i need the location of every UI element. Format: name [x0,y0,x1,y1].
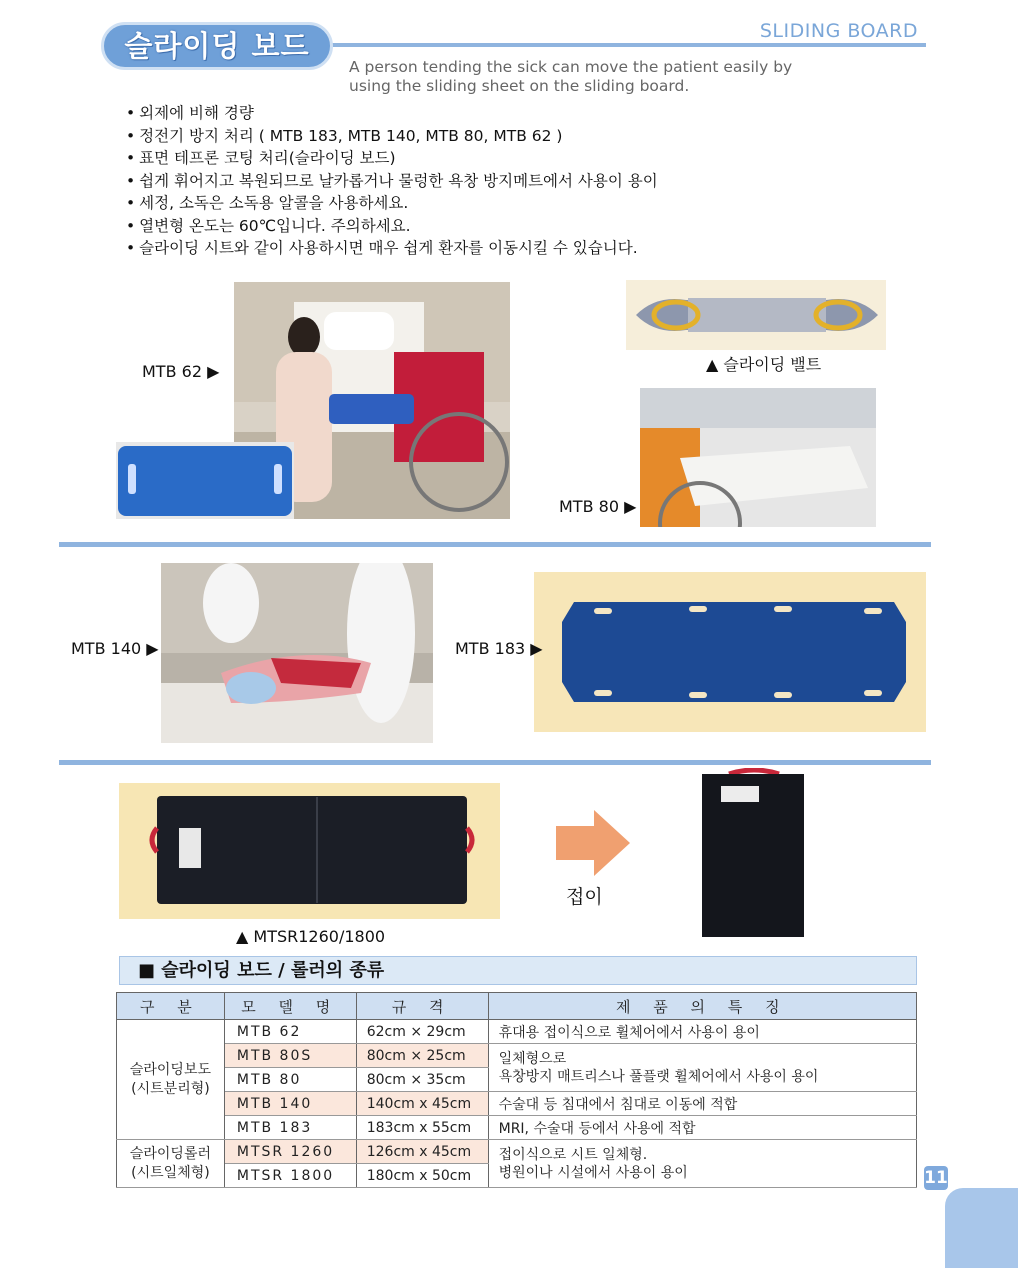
feature-line: 욕창방지 매트리스나 풀플랫 휠체어에서 사용이 용이 [498,1068,819,1085]
category-sub: (시트일체형) [131,1164,210,1181]
types-title: ■ 슬라이딩 보드 / 롤러의 종류 [138,960,385,981]
feature-list [126,102,658,260]
sliding-belt-photo [626,280,886,350]
mtsr-unfolded-photo [119,783,500,919]
model-cell: MTB 80S [224,1044,356,1068]
model-cell: MTSR 1260 [224,1140,356,1164]
feature-item: • 슬라이딩 시트와 같이 사용하시면 매우 쉽게 환자를 이동시킬 수 있습니다. [126,237,658,260]
size-cell: 183cm x 55cm [356,1116,488,1140]
mtsr-folded-photo [699,768,807,940]
model-cell: MTB 183 [224,1116,356,1140]
category-cell [117,1020,225,1140]
page-title: 슬라이딩 보드 [124,29,310,63]
arrow-right-icon [556,810,630,876]
size-cell: 180cm x 50cm [356,1164,488,1188]
size-cell: 80cm × 35cm [356,1068,488,1092]
fold-label: 접이 [566,886,603,908]
mtb140-label: MTB 140 ▶ [71,639,159,658]
model-cell: MTB 80 [224,1068,356,1092]
mtb183-photo [534,572,926,732]
feature-item: • 외제에 비해 경량 [126,102,658,125]
table-row [117,1140,917,1164]
mtb140-photo [161,563,433,743]
header-feature: 제 품 의 특 징 [488,993,916,1020]
header-size: 규 격 [356,993,488,1020]
model-cell: MTB 62 [224,1020,356,1044]
feature-cell [488,1044,916,1092]
size-cell: 126cm x 45cm [356,1140,488,1164]
feature-line: 병원이나 시설에서 사용이 용이 [498,1164,688,1181]
section-divider [59,542,931,547]
category-name: 슬라이딩롤러 [129,1145,211,1162]
feature-cell: MRI, 수술대 등에서 사용에 적합 [488,1116,916,1140]
category-cell [117,1140,225,1188]
feature-item: • 정전기 방지 처리 ( MTB 183, MTB 140, MTB 80, MTB 62 ) [126,125,658,148]
section-divider [59,760,931,765]
feature-item: • 세정, 소독은 소독용 알콜을 사용하세요. [126,192,658,215]
mtb62-board-photo [116,442,294,519]
feature-line: 접이식으로 시트 일체형. [498,1146,648,1163]
feature-item: • 쉽게 휘어지고 복원되므로 날카롭거나 물렁한 욕창 방지메트에서 사용이 용이 [126,170,658,193]
model-cell: MTB 140 [224,1092,356,1116]
header-model: 모 델 명 [224,993,356,1020]
sliding-belt-label: ▲ 슬라이딩 밸트 [706,355,822,374]
header-category: 구 분 [117,993,225,1020]
corner-tab [945,1188,1018,1268]
feature-item: • 열변형 온도는 60℃입니다. 주의하세요. [126,215,658,238]
mtsr-label: ▲ MTSR1260/1800 [236,927,386,946]
category-sub: (시트분리형) [131,1080,210,1097]
english-subtitle: A person tending the sick can move the patient easily by using the sliding sheet on the sliding board. [349,58,793,95]
header-rule [322,43,926,47]
mtb62-label: MTB 62 ▶ [142,362,220,381]
table-row [117,1020,917,1044]
feature-line: 일체형으로 [498,1050,567,1067]
size-cell: 140cm x 45cm [356,1092,488,1116]
page-number: 11 [924,1168,948,1188]
model-cell: MTSR 1800 [224,1164,356,1188]
feature-cell: 수술대 등 침대에서 침대로 이동에 적합 [488,1092,916,1116]
size-cell: 62cm × 29cm [356,1020,488,1044]
mtb80-label: MTB 80 ▶ [559,497,637,516]
table-row [117,1092,917,1116]
category-name: 슬라이딩보도 [129,1061,211,1078]
size-cell: 80cm × 25cm [356,1044,488,1068]
feature-cell: 휴대용 접이식으로 휠체어에서 사용이 용이 [488,1020,916,1044]
table-row [117,1044,917,1068]
table-row [117,1116,917,1140]
table-header-row [117,993,917,1020]
mtb183-label: MTB 183 ▶ [455,639,543,658]
feature-cell [488,1140,916,1188]
mtb80-photo [640,388,876,527]
english-title: SLIDING BOARD [759,20,918,42]
feature-item: • 표면 테프론 코팅 처리(슬라이딩 보드) [126,147,658,170]
spec-table [116,992,917,1188]
